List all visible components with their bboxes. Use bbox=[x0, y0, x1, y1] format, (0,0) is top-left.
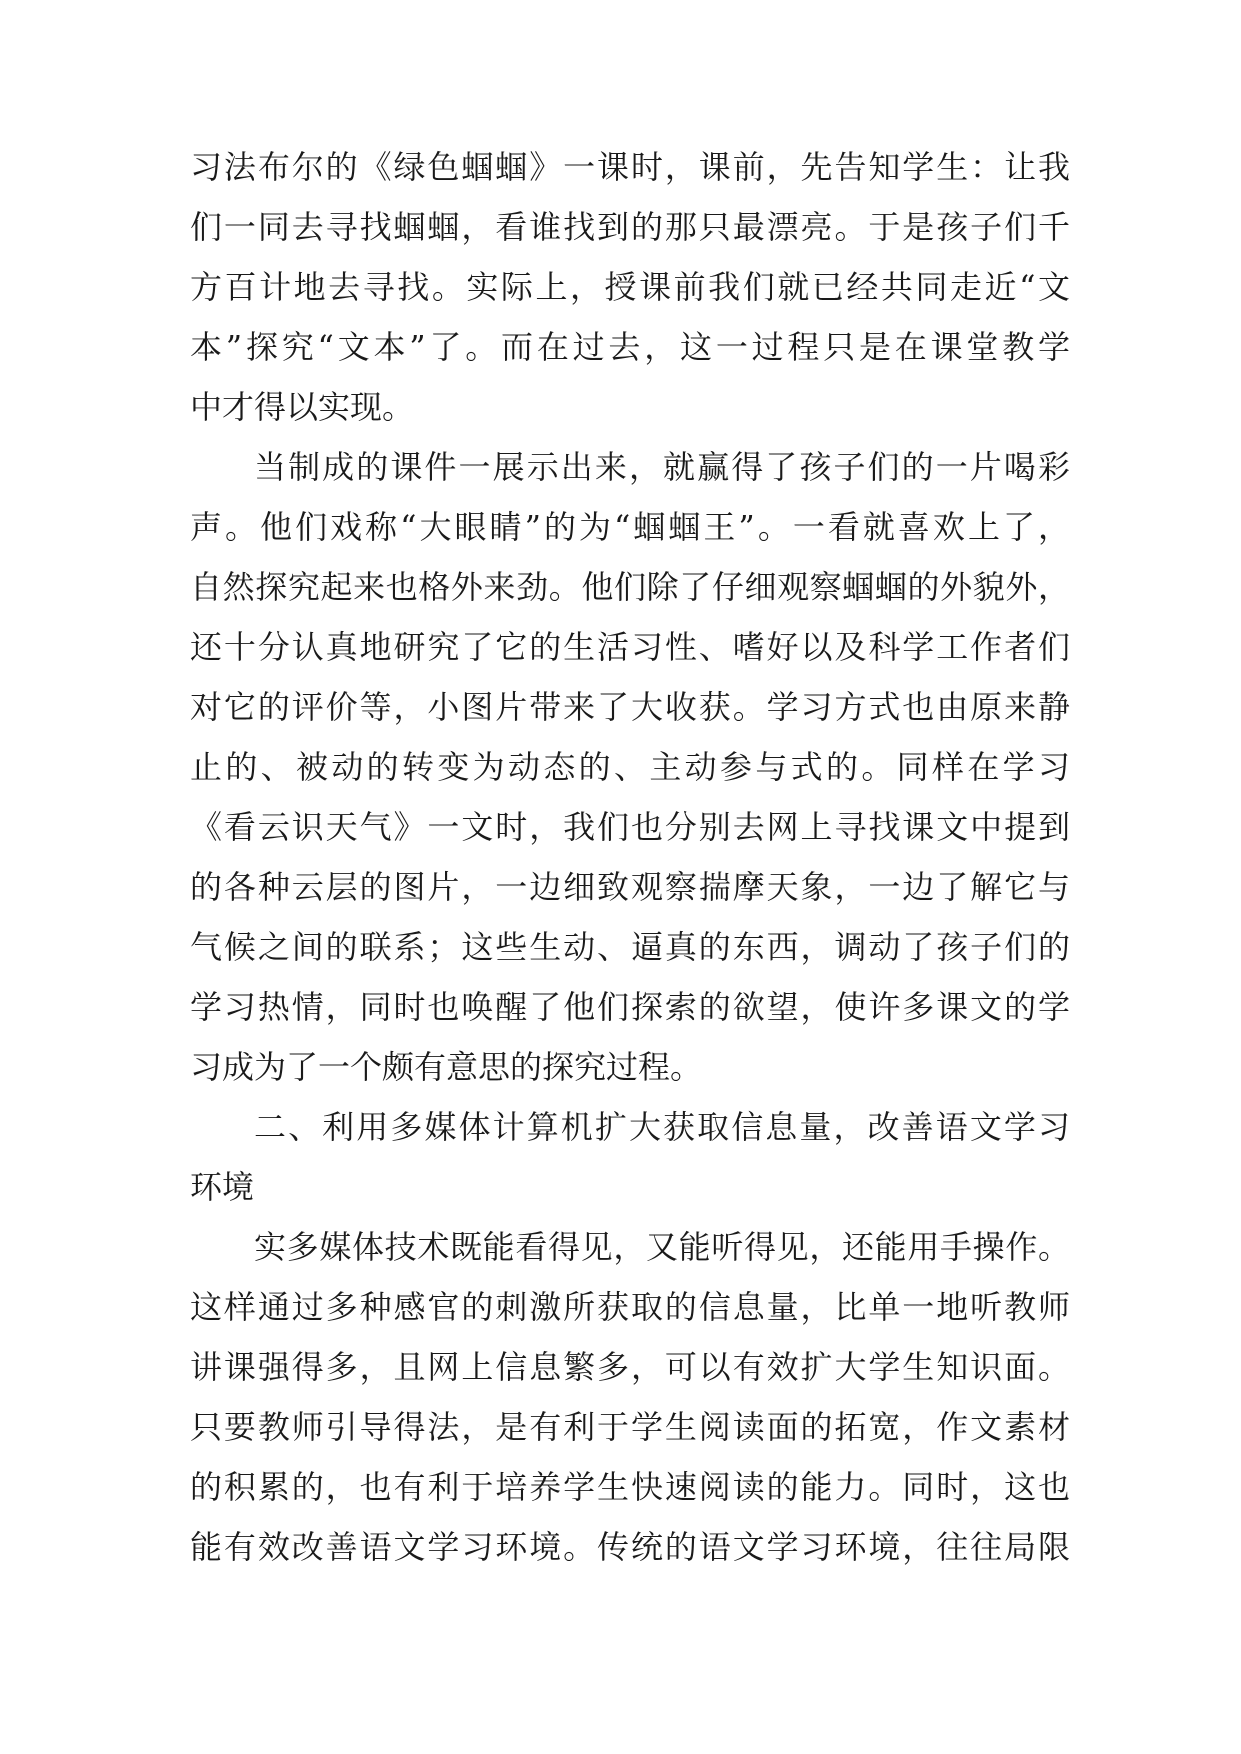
text-line: 方百计地去寻找。实际上，授课前我们就已经共同走近“文 bbox=[190, 268, 1070, 306]
text-line: 的各种云层的图片，一边细致观察揣摩天象，一边了解它与 bbox=[190, 868, 1070, 906]
text-line: 还十分认真地研究了它的生活习性、嗜好以及科学工作者们 bbox=[190, 628, 1070, 666]
text-line: 只要教师引导得法，是有利于学生阅读面的拓宽，作文素材 bbox=[190, 1408, 1070, 1446]
text-line: 气候之间的联系；这些生动、逼真的东西，调动了孩子们的 bbox=[190, 928, 1070, 966]
text-line: 自然探究起来也格外来劲。他们除了仔细观察蝈蝈的外貌外， bbox=[190, 568, 1070, 606]
text-line: 声。他们戏称“大眼睛”的为“蝈蝈王”。一看就喜欢上了， bbox=[190, 508, 1070, 546]
text-line: 讲课强得多，且网上信息繁多，可以有效扩大学生知识面。 bbox=[190, 1348, 1070, 1386]
text-line: 《看云识天气》一文时，我们也分别去网上寻找课文中提到 bbox=[190, 808, 1070, 846]
text-line: 能有效改善语文学习环境。传统的语文学习环境，往往局限 bbox=[190, 1528, 1070, 1566]
text-line: 这样通过多种感官的刺激所获取的信息量，比单一地听教师 bbox=[190, 1288, 1070, 1326]
text-line: 的积累的，也有利于培养学生快速阅读的能力。同时，这也 bbox=[190, 1468, 1070, 1506]
section-heading: 二、利用多媒体计算机扩大获取信息量，改善语文学习 bbox=[254, 1108, 1070, 1146]
text-line: 们一同去寻找蝈蝈，看谁找到的那只最漂亮。于是孩子们千 bbox=[190, 208, 1070, 246]
text-line: 中才得以实现。 bbox=[190, 388, 415, 426]
text-line: 对它的评价等，小图片带来了大收获。学习方式也由原来静 bbox=[190, 688, 1070, 726]
text-line: 止的、被动的转变为动态的、主动参与式的。同样在学习 bbox=[190, 748, 1070, 786]
text-line: 学习热情，同时也唤醒了他们探索的欲望，使许多课文的学 bbox=[190, 988, 1070, 1026]
section-heading-continued: 环境 bbox=[190, 1168, 255, 1206]
text-line: 习法布尔的《绿色蝈蝈》一课时，课前，先告知学生：让我 bbox=[190, 148, 1070, 186]
paragraph-first-line: 实多媒体技术既能看得见，又能听得见，还能用手操作。 bbox=[254, 1228, 1070, 1266]
paragraph-first-line: 当制成的课件一展示出来，就赢得了孩子们的一片喝彩 bbox=[254, 448, 1070, 486]
text-line: 本”探究“文本”了。而在过去，这一过程只是在课堂教学 bbox=[190, 328, 1070, 366]
text-line: 习成为了一个颇有意思的探究过程。 bbox=[190, 1048, 703, 1086]
